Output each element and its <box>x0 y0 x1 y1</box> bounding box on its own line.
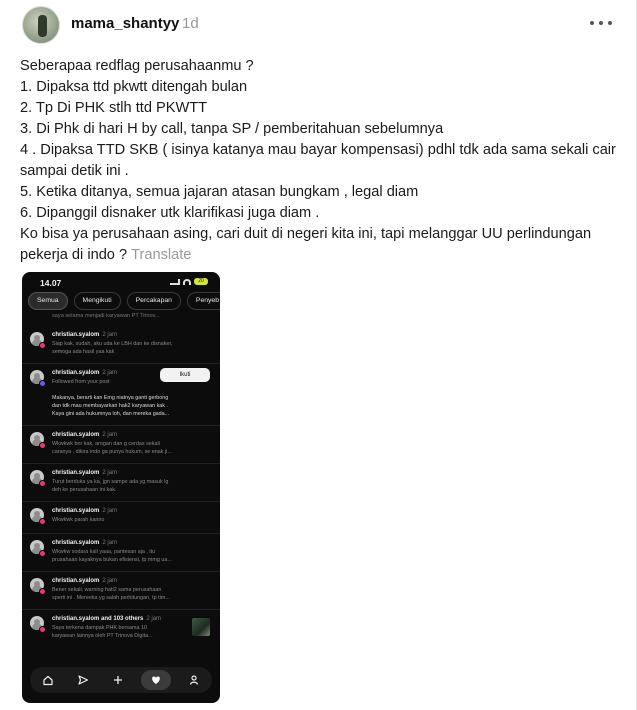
notification-text: Turut berduka ya ka, jgn sampe ada yg masuk lg <box>52 479 169 485</box>
post-line: 5. Ketika ditanya, semua jajaran atasan bungkam , legal diam <box>20 184 419 200</box>
post-line: 4 . Dipaksa TTD SKB ( isinya katanya mau bayar kompensasi) pdhl tdk ada sama sekali cair sampai detik ini . <box>20 142 616 179</box>
notification-text: Makanya, berarti kan Emg niatnya ganti gerbong <box>52 395 169 401</box>
notification-time: 2 jam <box>102 540 118 546</box>
notification-user: christian.syalom <box>52 540 100 546</box>
notification-title <box>52 508 117 514</box>
post-body <box>20 56 620 266</box>
follow-button[interactable]: Ikuti <box>160 368 210 382</box>
notification-title <box>52 616 161 622</box>
reply-badge-icon <box>39 588 46 595</box>
notification-text: semoga ada hasil yaa kak <box>52 349 115 355</box>
plus-icon[interactable] <box>106 670 130 690</box>
post-timestamp: 1d <box>182 15 199 32</box>
profile-icon[interactable] <box>182 670 206 690</box>
tab-semua[interactable]: Semua <box>28 292 68 310</box>
notification-item[interactable] <box>22 534 220 572</box>
wifi-icon <box>183 279 191 285</box>
post-line-text: Ko bisa ya perusahaan asing, cari duit di negeri kita ini, tapi melanggar UU perlindungan pekerja di indo ? <box>20 226 592 263</box>
notification-time: 2 jam <box>102 370 118 376</box>
post-line: 6. Dipanggil disnaker utk klarifikasi juga diam . <box>20 205 320 221</box>
notification-user: christian.syalom <box>52 470 100 476</box>
notification-item[interactable] <box>22 426 220 464</box>
notification-user: christian.syalom <box>52 432 100 438</box>
tab-percakapan[interactable]: Percakapan <box>127 292 181 310</box>
notification-text: karyawan lainnya oleh PT Trinova Digita... <box>52 633 153 639</box>
attached-screenshot[interactable] <box>22 272 220 703</box>
notification-title <box>52 470 117 476</box>
notification-item[interactable] <box>22 326 220 364</box>
notification-item[interactable] <box>22 610 220 648</box>
translate-link[interactable]: Translate <box>131 247 192 263</box>
notification-text: caranya , dikira indo ga punya hukum, se enak ji... <box>52 449 172 455</box>
username[interactable]: mama_shantyy <box>71 15 180 32</box>
battery-icon: 20 <box>194 278 208 285</box>
activity-tabs <box>28 292 220 310</box>
bottom-nav <box>30 667 212 693</box>
notification-title <box>52 332 117 338</box>
tab-penyebutan[interactable]: Penyeb <box>187 292 220 310</box>
notification-user: christian.syalom <box>52 508 100 514</box>
notification-user: christian.syalom <box>52 370 100 376</box>
notification-title <box>52 540 117 546</box>
post-line: 2. Tp Di PHK stlh ttd PKWTT <box>20 100 208 116</box>
notification-text: Siap kak, sudah, aku uda ke LBH dan ke disnaker, <box>52 341 173 347</box>
reply-badge-icon <box>39 518 46 525</box>
notification-item[interactable] <box>22 502 220 534</box>
send-icon[interactable] <box>71 670 95 690</box>
reply-badge-icon <box>39 550 46 557</box>
notification-list <box>22 326 220 648</box>
post-header <box>22 6 618 46</box>
post-line: Seberapaa redflag perusahaanmu ? <box>20 58 254 74</box>
notification-time: 2 jam <box>102 432 118 438</box>
home-icon[interactable] <box>36 670 60 690</box>
tab-mengikuti[interactable]: Mengikuti <box>74 292 121 310</box>
more-options-icon[interactable] <box>590 14 612 32</box>
notification-text: dan tdk mau membayarkan hak2 karyawan kak . <box>52 403 168 409</box>
notification-time: 2 jam <box>102 332 118 338</box>
notification-title <box>52 432 117 438</box>
notification-text: Followed from your post <box>52 379 110 385</box>
status-icons <box>170 278 208 285</box>
notification-time: 2 jam <box>146 616 162 622</box>
notification-text: Wkwkwk parah kanno <box>52 517 105 523</box>
notification-snippet: saya selama menjadi karyawan PT Trinov... <box>52 313 160 319</box>
avatar[interactable] <box>22 6 60 44</box>
notification-text: Bener sekali, warning hati2 sama perusahaan <box>52 587 162 593</box>
notification-user: christian.syalom <box>52 578 100 584</box>
notification-time: 2 jam <box>102 470 118 476</box>
notification-time: 2 jam <box>102 578 118 584</box>
notification-text: Wkwkw sodara kali yaaa, pantesan aja , itu <box>52 549 156 555</box>
post-line: 1. Dipaksa ttd pkwtt ditengah bulan <box>20 79 248 95</box>
status-bar <box>22 272 220 292</box>
notification-time: 2 jam <box>102 508 118 514</box>
notification-text: sperti ini . Mereeka yg salah perhitungan, tp tim... <box>52 595 170 601</box>
notification-user: christian.syalom and 103 others <box>52 616 144 622</box>
notification-title <box>52 370 117 376</box>
post-line: 3. Di Phk di hari H by call, tanpa SP / pemberitahuan sebelumnya <box>20 121 444 137</box>
notification-item[interactable] <box>22 364 220 426</box>
reply-badge-icon <box>39 480 46 487</box>
reply-badge-icon <box>39 342 46 349</box>
notification-user: christian.syalom <box>52 332 100 338</box>
heart-icon[interactable] <box>141 670 171 690</box>
notification-text: deh ke perusahaan ini kak. <box>52 487 117 493</box>
notification-text: prusahaan kayaknya bukan efisiensi, tp mmg ua... <box>52 557 172 563</box>
status-clock: 14.07 <box>40 278 62 288</box>
notification-text: Wkwkwk bnr kak, arogan dan g cerdas sekali <box>52 441 160 447</box>
notification-text: Saya terkena dampak PHK bersama 10 <box>52 625 147 631</box>
notification-item[interactable] <box>22 464 220 502</box>
notification-item[interactable] <box>22 572 220 610</box>
follow-badge-icon <box>39 380 46 387</box>
notification-text: Kaya gini ada hukumnya loh, dan mereka gada... <box>52 411 170 417</box>
post-line-last <box>20 224 620 266</box>
notification-title <box>52 578 117 584</box>
reply-badge-icon <box>39 442 46 449</box>
signal-icon <box>170 279 180 285</box>
reply-badge-icon <box>39 626 46 633</box>
